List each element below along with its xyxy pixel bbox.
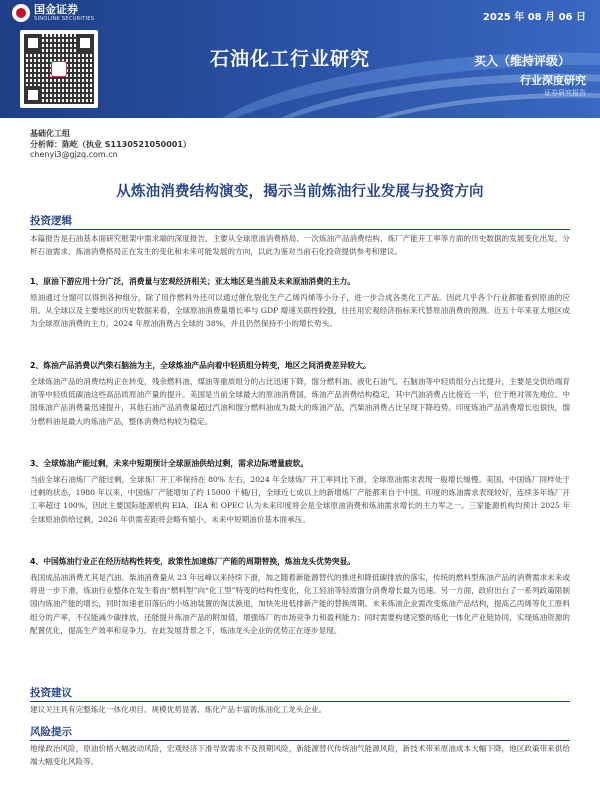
point-1-title: 1、原油下游应用十分广泛，消费量与宏观经济相关；亚太地区是当前及未来原油消费的主力。 — [30, 277, 356, 286]
risk-paragraph: 地缘政治风险，原油价格大幅波动风险，宏观经济下滑导致需求不及预期风险，新能源替代传统油气能源风险，新技术带来原油成本大幅下降，地区政策带来供给端大幅变化风险等。 — [30, 744, 570, 767]
section-heading-logic: 投资逻辑 — [30, 213, 570, 230]
logo-name-en: SINOLINK SECURITIES — [34, 16, 95, 22]
report-subtype: 证券研究报告 — [544, 89, 586, 97]
report-title: 石油化工行业研究 — [210, 48, 371, 70]
section-heading-advice: 投资建议 — [30, 685, 570, 702]
analyst-info — [30, 129, 191, 161]
section-heading-risk: 风险提示 — [30, 724, 570, 741]
report-date: 2025 年 08 月 06 日 — [482, 12, 586, 23]
logo-icon — [12, 4, 30, 22]
point-2-title: 2、炼油产品消费以汽柴石脑油为主，全球炼油产品向着中轻质组分转变，地区之间消费差异较大。 — [30, 361, 371, 370]
logo-name-cn: 国金证券 — [34, 3, 78, 16]
qr-code-icon — [20, 30, 98, 108]
advice-paragraph: 建议关注具有完整炼化一体化项目、规模优势显著、炼化产品丰富的炼油化工龙头企业。 — [30, 705, 327, 714]
analyst-email: chenyi3@gjzq.com.cn — [30, 150, 118, 159]
analyst-name: 分析师：陈屹（执业 S1130521050001） — [30, 139, 191, 149]
point-3-title: 3、全球炼油产能过剩，未来中短期预计全球原油供给过剩，需求边际增量疲软。 — [30, 459, 309, 468]
point-4-title: 4、中国炼油行业正在经历结构性转变，政策性加速炼厂产能的周期替换，炼油龙头优势突显。 — [30, 557, 356, 566]
point-3-body: 当前全球石油炼厂产能过剩，全球炼厂开工率保持在 80% 左右，2024 年全球炼厂开工率同比下滑，全球原油需求表现一般增长缓慢。美国、中国炼厂同样处于过剩的状态，1980 年以来，中国炼厂产能增加了约 15000 千桶/日，全球近七成以上的新增炼厂产能都来自于中国。印度的炼油需求表现较好，连续多年炼厂开工率超过 100%，因此主要国际能源机构 EIA、IEA 和 OPEC 认为未来印度将会是全球原油消费和炼油需求增长的主力军之一。三家能源机构均预计 2025 年全球原油供给过剩，2026 年供需差距将会略有缩小，未来中短期油价基本面承压。 — [30, 475, 570, 524]
report-type: 行业深度研究 — [520, 74, 586, 87]
header-banner — [0, 0, 600, 118]
point-1-body: 原油通过分馏可以得到各种组分，除了用作燃料外还可以通过催化裂化生产乙烯丙烯等小分子，进一步合成各类化工产品。因此几乎各个行业都能看到原油的应用。从全球以及主要地区的历史数据来看，全球原油消费量增长率与 GDP 增速关联性较强，往往用宏观经济指标来代替原油消费的预测。近五十年来亚太地区成为全球原油消费的主力，2024 年原油消费占全球的 38%，并且仍然保持不小的增长势头。 — [30, 293, 570, 329]
intro-paragraph: 本篇报告是石油基本面研究框架中需求端的深度报告，主要从全球原油消费格局、一次炼油产品消费结构、炼厂产能开工率等方面的历史数据的发展变化出发，分析石油需求、炼油消费格局正在发生的变化和未来可能发展的方向，以此为鉴对当前石化投资提供参考和建议。 — [30, 234, 570, 257]
point-2-body: 全球炼油产品的消费结构正在转变，残余燃料油、煤油等重质组分的占比迅速下降，馏分燃料油、液化石油气、石脑油等中轻质组分占比提升，主要是交供给端育油等中轻质低碳油这些高品质原油产量的提升。美国是当前全球最大的原油消费国，炼油产品消费结构稳定，其中汽油消费占比接近一半，位于绝对领先地位。中国炼油产品消费量迅速提升，其他石油产品消费量超过汽油和馏分燃料油成为最大的炼油产品，汽柴油消费占比呈现下降趋势。印度炼油产品消费增长也很快，馏分燃料油是最大的炼油产品，整体消费结构较为稳定。 — [30, 377, 570, 426]
analyst-group: 基础化工组 — [30, 129, 70, 138]
point-4-body: 我国成品油消费尤其是汽油、柴油消费量从 23 年远峰以来持续下滑，加之随着新能源替代的推进和降低碳排放的落实，传统的燃料型炼油产品的消费需求未来或将进一步下滑，炼油行业整体在发生着由“燃料型”向“化工型”特变的结构性变化，化工轻油等轻质馏分消费增长最为迅速。另一方面，政府出台了一系列政策限制国内炼油产能的增长，同时加速老旧落后的小炼油装置的淘汰换退，加快先进低排新产能的替换周期。未来炼油企业需改变炼油产品结构，提高乙丙烯等化工原料组分的产率，不仅能减少碳排放，还能提升炼油产品的附加值，增强炼厂的市场竞争力和盈利能力；同时需要构建完整的炼化一体化产业链协同，实现炼油资源的配置优化，提高生产效率和竞争力。在此发展背景之下，炼油龙头企业的优势正在逐步显现。 — [30, 573, 570, 635]
company-logo — [12, 4, 94, 22]
rating-label: 买入（维持评级） — [473, 54, 570, 68]
report-headline: 从炼油消费结构演变，揭示当前炼油行业发展与投资方向 — [116, 184, 484, 200]
